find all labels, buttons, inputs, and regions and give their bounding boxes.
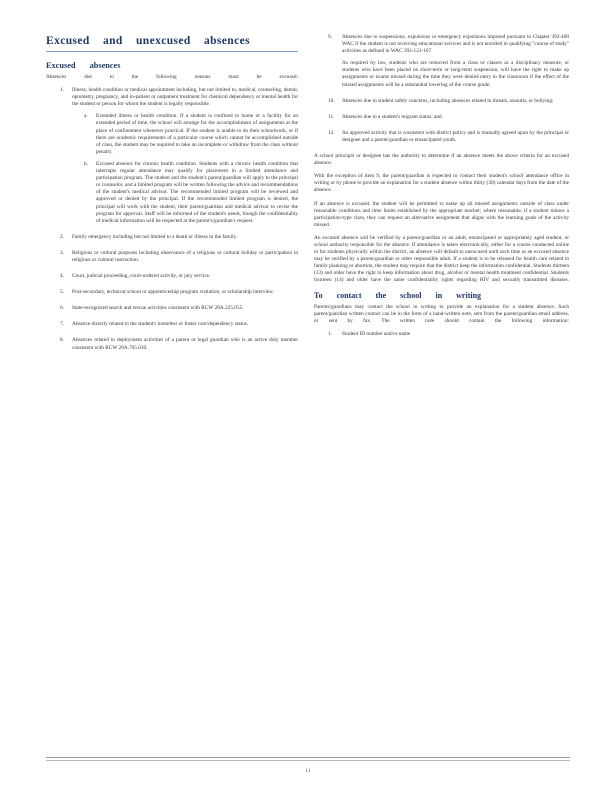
item-number: 2. [60,233,64,240]
item-number: 1. [60,87,64,94]
item-text: Absences related to deployment activities of a parent or legal guardian who is an active duty member consistent with RCW 28A.705.010. [72,337,298,351]
item-number: 6. [60,305,64,312]
list-item [46,321,298,328]
list-item [46,337,298,351]
item-number: 1. [328,330,332,337]
item-text: Post-secondary, technical school or apprenticeship program visitation, or scholarship interview. [72,289,275,296]
paragraph-makeup: If an absence is excused, the student will be permitted to make up all missed assignments outside of class under reasonable conditions and time limits established by the appropriate teacher; where reasonable, if a student misses a participation-type class, they can request an alternative assignment that aligns with the learning goals of the activity missed. [314,200,569,228]
list-item [314,331,569,338]
sub-item-text: Excused absence for chronic health condition. Students with a chronic health condition that interrupts regular attendance may qualify for placement in a limited attendance and participation program. The student and the student's parent/guardian will apply to the principal or counselor, and a limited program will be written following the advice and recommendations of the student's medical advisor. The recommended limited program will be reviewed and approved or denied by the principal. If the recommended limited program is denied, the principal will work with the student, their parent/guardian and medical advisor to revise the program for approval. Staff will be informed of the student's needs, though the confidentiality of medical information will be respected at the parent's/guardian's request. [96,160,298,224]
list-item [46,305,298,312]
list-item [314,98,569,105]
item-number: 12. [328,129,335,136]
item-number: 4. [60,273,64,280]
item-text: Illness, health condition or medical appointment including, but not limited to, medical, counseling, dental, optometry, pregnancy, and in-patient or outpatient treatment for chemical dependency or mental health for the student or person for whom the student is legally responsible. [72,87,298,108]
writing-text: Parents/guardians may contact the school in writing to provide an explanation for a student absence. Such parent/guardian written contact can be in the form of a hand-written note, sent from the parent/guardian email address, or sent by fax. The written note should contain the following information: [314,303,569,324]
list-item [46,250,298,264]
footer-rule-secondary [46,760,570,761]
sub-item-text: Extended illness or health condition. If a student is confined to home or a facility for an extended period of time, the school will arrange for the accomplishment of assignments at the place of confinement whenever practical. If the student is unable to do their schoolwork, or if there are academic requirements of a particular course which cannot be accomplished outside of class, the student may be required to take an incomplete or withdraw from the class without penalty. [96,113,298,155]
sub-item-letter: b. [84,160,88,167]
list-item [46,289,298,296]
sub-item [84,161,298,225]
item-text: Absences due to a student's migrant status; and [342,113,442,120]
item-number: 7. [60,321,64,328]
sub-item-letter: a. [84,113,88,120]
writing-heading: To contact the school in writing [314,290,482,300]
item-number: 5. [60,289,64,296]
paragraph-authority: A school principal or designee has the authority to determine if an absence meets the above criteria for an excused absence. [314,153,569,167]
item-number: 11. [328,113,335,120]
item-number: 8. [60,337,64,344]
sub-item [84,113,298,156]
list-item [46,87,298,225]
item-number: 10. [328,97,335,104]
page-title: Excused and unexcused absences [46,35,250,47]
item-text: Absences due to suspensions, expulsions or emergency expulsions imposed pursuant to Chapter 392-400 WAC if the student is not receiving educational services and is not enrolled in qualifying "course of study" activities as defined in WAC 392-121-107. [342,34,569,55]
item-text: Absences due to student safety concerns, including absences related to threats, assaults, or bullying; [342,97,554,104]
list-item [314,114,569,121]
list-item [46,234,298,241]
page-number: 11 [305,768,311,774]
item-text: State-recognized search and rescue activities consistent with RCW 28A.225.055. [72,305,244,312]
excused-heading: Excused absences [46,61,121,70]
writing-list [314,331,569,338]
item-text: Student ID number and/or name [342,330,411,337]
item-number: 3. [60,249,64,256]
item-text: Family emergency including but not limited to a death or illness in the family. [72,233,238,240]
list-item [46,273,298,280]
title-rule [46,51,298,52]
list-item [314,34,569,89]
item-number: 9. [328,34,332,40]
item-text: Absence directly related to the student's homeless or foster care/dependency status. [72,321,249,328]
footer-rule [46,757,570,758]
excused-intro: Absences due to the following reasons must be excused: [46,74,298,80]
paragraph-contact: With the exception of item 9, the parent/guardian is expected to contact their student's school attendance office in writing or by phone to provide an explanation for a student absence within thirty (30) calendar days from the date of the absence. [314,173,569,194]
item-text: An approved activity that is consistent with district policy and is mutually agreed upon by the principal or designee and a parent/guardian or emancipated youth. [342,129,569,143]
left-column [46,34,298,361]
excused-list [46,87,298,352]
right-column [314,34,569,347]
paragraph-verification: An excused absence will be verified by a parent/guardian or an adult, emancipated or appropriately aged student, or school authority responsible for the absence. If attendance is taken electronically, either for a course conducted online or for students physically within the district, an absence will default to unexcused until such time as an excused absence may be verified by a parent/guardian or other responsible adult. If a student is to be released for health care related to family planning or abortion, the student may require that the district keep the information confidential. Students thirteen (13) and older have the right to keep information about drug, alcohol or mental health treatment confidential. Students fourteen (14) and older have the same confidentiality rights regarding HIV and sexually transmitted diseases. [314,234,569,284]
item-text-continued: As required by law, students who are removed from a class or classes as a disciplinary measure, or students who have been placed on short-term or long-term suspension, will have the right to make up assignments or exams missed during the time they were denied entry to the classroom if the effect of the missed assignments will be a substantial lowering of the course grade. [342,60,569,88]
item-text: Court, judicial proceeding, court-ordered activity, or jury service. [72,273,211,280]
list-item [314,130,569,144]
excused-list-continued [314,34,569,144]
item-text: Religious or cultural purposes including observance of a religious or cultural holiday or participation in religious or cultural instruction. [72,249,298,263]
